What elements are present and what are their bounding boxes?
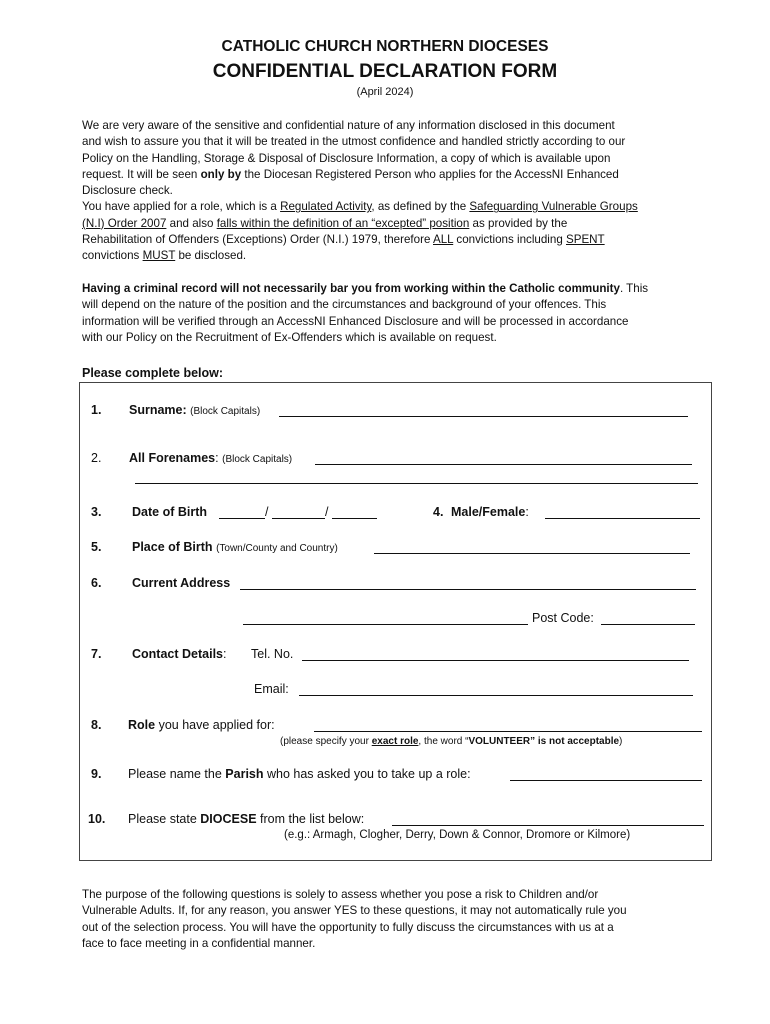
intro-line: Rehabilitation of Offenders (Exceptions) Order (N.I.) 1979, therefore ALL convictions including SPENT [82,233,605,247]
intro-paragraph [82,118,712,265]
dob-separator: / [265,505,269,519]
purpose-line: face to face meeting in a confidential manner. [82,936,316,950]
place-of-birth-label: Place of Birth (Town/County and Country) [132,540,338,554]
purpose-line: The purpose of the following questions is solely to assess whether you pose a risk to Children and/or [82,888,599,901]
field-number: 2. [91,451,102,465]
field-number: 1. [91,403,102,417]
address-input[interactable] [240,589,696,590]
forenames-label: All Forenames: (Block Capitals) [129,451,293,465]
purpose-line: Vulnerable Adults. If, for any reason, you answer YES to these questions, it may not automatically rule you [82,904,627,918]
intro-line: We are very aware of the sensitive and confidential nature of any information disclosed in this document [82,119,615,132]
field-number: 10. [88,812,106,826]
surname-label: Surname: (Block Capitals) [129,403,261,417]
postcode-label: Post Code: [532,611,594,625]
field-number: 5. [91,540,102,554]
form-date: (April 2024) [356,86,414,98]
record-line: will depend on the nature of the position and the circumstances and background of your offences. This [82,298,607,312]
address-label: Current Address [132,576,231,590]
complete-below-heading: Please complete below: [82,366,224,380]
diocese-label: Please state DIOCESE from the list below: [128,812,365,826]
tel-label: Tel. No. [251,647,294,661]
dob-month-input[interactable] [272,518,325,519]
dob-year-input[interactable] [332,518,377,519]
purpose-paragraph [82,887,712,952]
role-note: (please specify your exact role, the word “VOLUNTEER” is not acceptable) [280,736,623,747]
role-label: Role you have applied for: [128,718,275,732]
organisation-title: CATHOLIC CHURCH NORTHERN DIOCESES [221,38,549,55]
parish-label: Please name the Parish who has asked you to take up a role: [128,767,471,781]
dob-separator: / [325,505,329,519]
field-number: 9. [91,767,102,781]
record-line: information will be verified through an AccessNI Enhanced Disclosure and will be processed in accordance [82,314,629,328]
place-of-birth-input[interactable] [374,553,690,554]
email-label: Email: [254,682,289,696]
form-title: CONFIDENTIAL DECLARATION FORM [212,61,558,82]
intro-line: You have applied for a role, which is a Regulated Activity, as defined by the Safeguarding Vulnerable Groups [82,200,638,214]
gender-input[interactable] [545,518,700,519]
intro-line: request. It will be seen only by the Diocesan Registered Person who applies for the AccessNI Enhanced [82,167,619,181]
contact-details-label: Contact Details: [132,647,227,661]
forenames-input-line-2[interactable] [135,483,698,484]
intro-line: Policy on the Handling, Storage & Disposal of Disclosure Information, a copy of which is available upon [82,151,611,165]
parish-input[interactable] [510,780,702,781]
diocese-note: (e.g.: Armagh, Clogher, Derry, Down & Connor, Dromore or Kilmore) [284,829,631,841]
address-input-line-2[interactable] [243,624,528,625]
diocese-input[interactable] [392,825,704,826]
tel-input[interactable] [302,660,689,661]
field-number: 8. [91,718,102,732]
field-number: 4. [433,505,444,519]
postcode-input[interactable] [601,624,695,625]
role-input[interactable] [314,731,702,732]
dob-day-input[interactable] [219,518,265,519]
dob-label: Date of Birth [132,505,207,519]
field-number: 7. [91,647,102,661]
intro-line: and wish to assure you that it will be treated in the utmost confidence and handled strictly according to our [82,135,626,149]
forenames-input[interactable] [315,464,692,465]
field-number: 3. [91,505,102,519]
record-line: Having a criminal record will not necessarily bar you from working within the Catholic community. This [82,282,649,295]
intro-line: (N.I) Order 2007 and also falls within the definition of an “excepted” position as provided by the [82,216,568,230]
intro-line: Disclosure check. [82,184,173,198]
surname-input[interactable] [279,416,688,417]
record-line: with our Policy on the Recruitment of Ex-Offenders which is available on request. [82,330,497,344]
field-number: 6. [91,576,102,590]
purpose-line: out of the selection process. You will have the opportunity to fully discuss the circumstances with us at a [82,920,614,934]
gender-label: Male/Female: [451,505,529,519]
intro-line: convictions MUST be disclosed. [82,249,247,263]
email-input[interactable] [299,695,693,696]
record-paragraph [82,281,712,346]
